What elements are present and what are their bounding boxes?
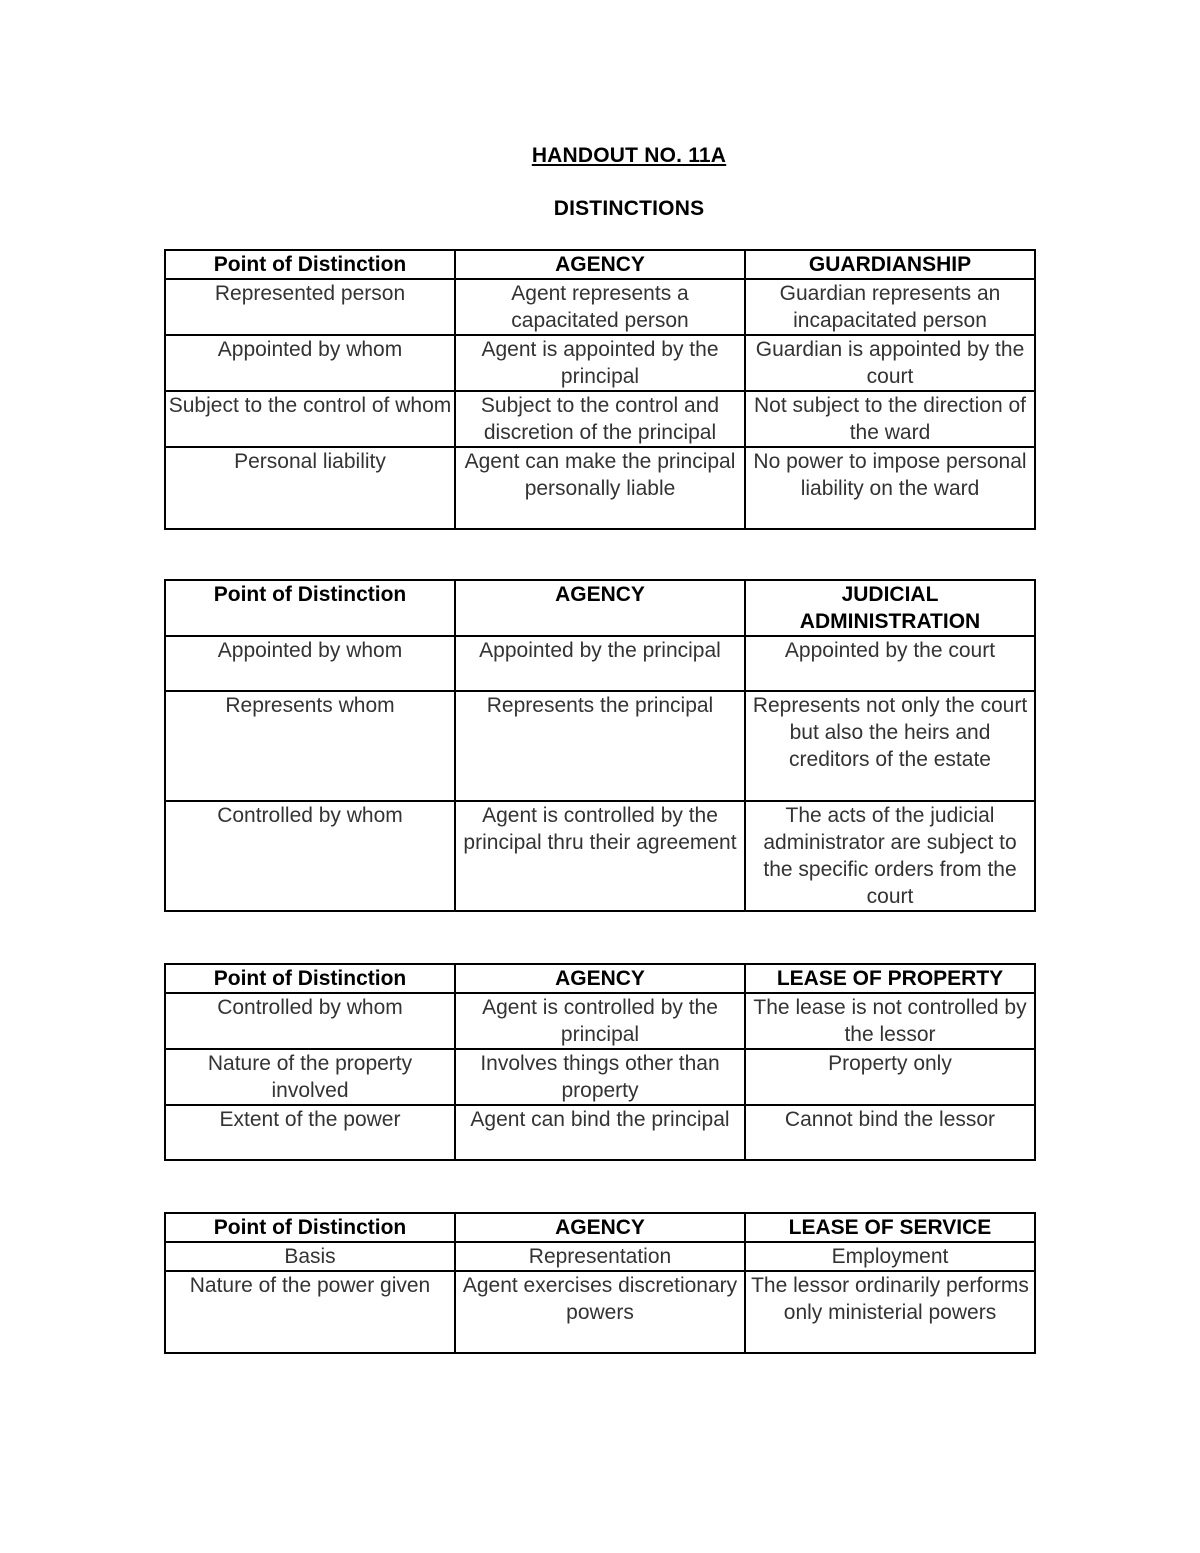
distinction-table-guardianship [164, 249, 1036, 530]
distinction-table-lease-of-property [164, 963, 1036, 1161]
table-cell: Subject to the control of whom [165, 391, 455, 447]
table-cell: Nature of the property involved [165, 1049, 455, 1105]
table-cell: The lease is not controlled by the lessor [745, 993, 1035, 1049]
table-row [165, 335, 1035, 391]
header-cell: GUARDIANSHIP [745, 250, 1035, 279]
table-cell: No power to impose personal liability on the ward [745, 447, 1035, 529]
header-cell: Point of Distinction [165, 1213, 455, 1242]
table-row [165, 1271, 1035, 1353]
table-row [165, 1105, 1035, 1160]
table-cell: The acts of the judicial administrator are subject to the specific orders from the court [745, 801, 1035, 911]
table-cell: Personal liability [165, 447, 455, 529]
distinction-table-judicial-administration [164, 579, 1036, 912]
header-cell: AGENCY [455, 964, 745, 993]
table-cell: Involves things other than property [455, 1049, 745, 1105]
table-row [165, 636, 1035, 691]
header-cell: AGENCY [455, 250, 745, 279]
table-cell: Subject to the control and discretion of the principal [455, 391, 745, 447]
table-cell: Basis [165, 1242, 455, 1271]
table-cell: Appointed by the principal [455, 636, 745, 691]
header-cell: JUDICIAL ADMINISTRATION [745, 580, 1035, 636]
table-cell: Appointed by the court [745, 636, 1035, 691]
table-cell: Agent can make the principal personally liable [455, 447, 745, 529]
table-cell: Agent can bind the principal [455, 1105, 745, 1160]
table-header-row [165, 964, 1035, 993]
table-row [165, 993, 1035, 1049]
table-row [165, 1242, 1035, 1271]
page-title: HANDOUT NO. 11A [531, 144, 727, 167]
table-cell: Represents not only the court but also the heirs and creditors of the estate [745, 691, 1035, 801]
header-cell: Point of Distinction [165, 580, 455, 636]
table-cell: Extent of the power [165, 1105, 455, 1160]
header-cell: LEASE OF SERVICE [745, 1213, 1035, 1242]
table-cell: Agent is controlled by the principal [455, 993, 745, 1049]
table-cell: Controlled by whom [165, 801, 455, 911]
table-cell: Represents whom [165, 691, 455, 801]
distinction-table-lease-of-service [164, 1212, 1036, 1354]
table-cell: Representation [455, 1242, 745, 1271]
table-cell: Agent represents a capacitated person [455, 279, 745, 335]
table-row [165, 691, 1035, 801]
table-cell: Represented person [165, 279, 455, 335]
table-cell: Cannot bind the lessor [745, 1105, 1035, 1160]
table-cell: Agent is appointed by the principal [455, 335, 745, 391]
header-cell: Point of Distinction [165, 964, 455, 993]
table-row [165, 1049, 1035, 1105]
table-header-row [165, 1213, 1035, 1242]
table-cell: Appointed by whom [165, 335, 455, 391]
table-cell: Controlled by whom [165, 993, 455, 1049]
table-row [165, 279, 1035, 335]
table-row [165, 391, 1035, 447]
table-cell: Guardian is appointed by the court [745, 335, 1035, 391]
table-cell: Property only [745, 1049, 1035, 1105]
table-header-row [165, 580, 1035, 636]
table-cell: Nature of the power given [165, 1271, 455, 1353]
table-cell: Agent is controlled by the principal thru their agreement [455, 801, 745, 911]
table-row [165, 801, 1035, 911]
header-cell: LEASE OF PROPERTY [745, 964, 1035, 993]
table-cell: Not subject to the direction of the ward [745, 391, 1035, 447]
header-cell: Point of Distinction [165, 250, 455, 279]
table-cell: Employment [745, 1242, 1035, 1271]
header-cell: AGENCY [455, 1213, 745, 1242]
table-cell: Appointed by whom [165, 636, 455, 691]
header-cell: AGENCY [455, 580, 745, 636]
table-cell: Agent exercises discretionary powers [455, 1271, 745, 1353]
page-subtitle: DISTINCTIONS [553, 197, 705, 220]
table-cell: The lessor ordinarily performs only ministerial powers [745, 1271, 1035, 1353]
table-row [165, 447, 1035, 529]
table-cell: Guardian represents an incapacitated person [745, 279, 1035, 335]
table-cell: Represents the principal [455, 691, 745, 801]
table-header-row [165, 250, 1035, 279]
